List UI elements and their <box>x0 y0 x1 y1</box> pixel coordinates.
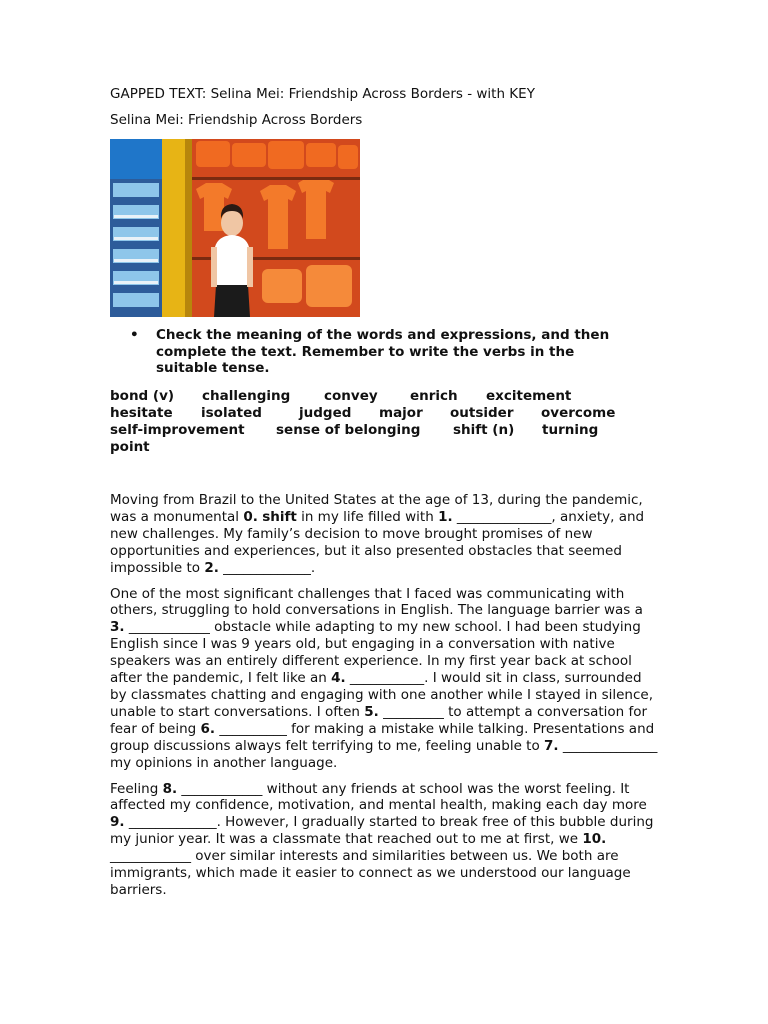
gap-number: 3. <box>110 619 125 636</box>
word-bank-row <box>110 439 660 456</box>
word-bank-item: isolated <box>201 405 262 421</box>
word-bank-item: bond (v) <box>110 388 175 404</box>
word-bank-row <box>110 388 660 405</box>
paragraph-text: _____________. However, I gradually started to break free of this bubble during my junior year. It was a classmate that reached out to me at first, we <box>110 814 654 848</box>
article-title: Selina Mei: Friendship Across Borders <box>110 112 363 128</box>
word-bank-item: turning <box>542 422 599 438</box>
word-bank-item: sense of belonging <box>276 422 421 438</box>
word-bank-item: shift (n) <box>453 422 515 438</box>
gap-number: 7. <box>544 737 559 754</box>
paragraph-text: ____________ obstacle while adapting to my new school. I had been studying English since I was 9 years old, but engaging in a conversation with native speakers was an entirely different experience. In my first year back at school after the pandemic, I felt like an <box>110 619 641 687</box>
gap-number: 5. <box>364 703 379 720</box>
word-bank-item: hesitate <box>110 405 173 421</box>
word-bank-item: judged <box>299 405 352 421</box>
word-bank-item: challenging <box>202 388 291 404</box>
instruction-text: Check the meaning of the words and expressions, and then complete the text. Remember to write the verbs in the suitable tense. <box>156 327 610 376</box>
example-answer: shift <box>262 508 297 525</box>
gap-number: 10. <box>582 831 607 848</box>
gap-number: 0. <box>243 508 258 525</box>
instruction-block <box>130 327 630 377</box>
paragraph-text: ______________ my opinions in another language. <box>110 737 658 771</box>
gap-number: 1. <box>438 508 453 525</box>
paragraph-text: Moving from Brazil to the United States at the age of 13, during the pandemic, was a monumental <box>110 492 643 525</box>
paragraph-text: ____________ without any friends at school was the worst feeling. It affected my confidence, motivation, and mental health, making each day more <box>110 780 647 814</box>
gap-number: 4. <box>331 670 346 687</box>
gap-number: 2. <box>204 559 219 576</box>
article-photo <box>110 139 360 317</box>
paragraph-text: _________ to attempt a conversation for fear of being <box>110 703 648 737</box>
paragraph-text: _____________. <box>218 559 316 576</box>
gapped-text <box>110 492 660 908</box>
document-title: GAPPED TEXT: Selina Mei: Friendship Across Borders - with KEY <box>110 86 535 102</box>
word-bank-item: enrich <box>410 388 458 404</box>
word-bank-row <box>110 422 660 439</box>
word-bank-item: overcome <box>541 405 616 421</box>
paragraph <box>110 492 660 577</box>
word-bank-item: outsider <box>450 405 514 421</box>
paragraph-text: in my life filled with <box>296 508 439 525</box>
word-bank-item: self-improvement <box>110 422 245 438</box>
word-bank-item: point <box>110 439 150 455</box>
word-bank-item: excitement <box>486 388 572 404</box>
paragraph-text: ____________ over similar interests and similarities between us. We both are immigrants, which made it easier to connect as we understood our language barriers. <box>110 848 631 898</box>
paragraph <box>110 781 660 899</box>
paragraph-text: __________ for making a mistake while talking. Presentations and group discussions always felt terrifying to me, feeling unable to <box>110 720 655 754</box>
paragraph-text: ___________. I would sit in class, surrounded by classmates chatting and engaging with one another while I stayed in silence, unable to start conversations. I often <box>110 670 654 720</box>
gap-number: 9. <box>110 814 125 831</box>
paragraph-text: Feeling <box>110 780 163 797</box>
word-bank <box>110 388 660 456</box>
word-bank-item: convey <box>324 388 378 404</box>
gap-number: 8. <box>162 780 178 797</box>
word-bank-row <box>110 405 660 422</box>
bullet-icon: • <box>130 327 139 343</box>
paragraph-text: One of the most significant challenges that I faced was communicating with others, struggling to hold conversations in English. The language barrier was a <box>110 585 643 619</box>
paragraph <box>110 586 660 772</box>
paragraph-text: ______________, anxiety, and new challenges. My family’s decision to move brought promises of new opportunities and experiences, but it also presented obstacles that seemed impossible to <box>110 508 645 576</box>
gap-number: 6. <box>200 720 216 737</box>
word-bank-item: major <box>379 405 423 421</box>
